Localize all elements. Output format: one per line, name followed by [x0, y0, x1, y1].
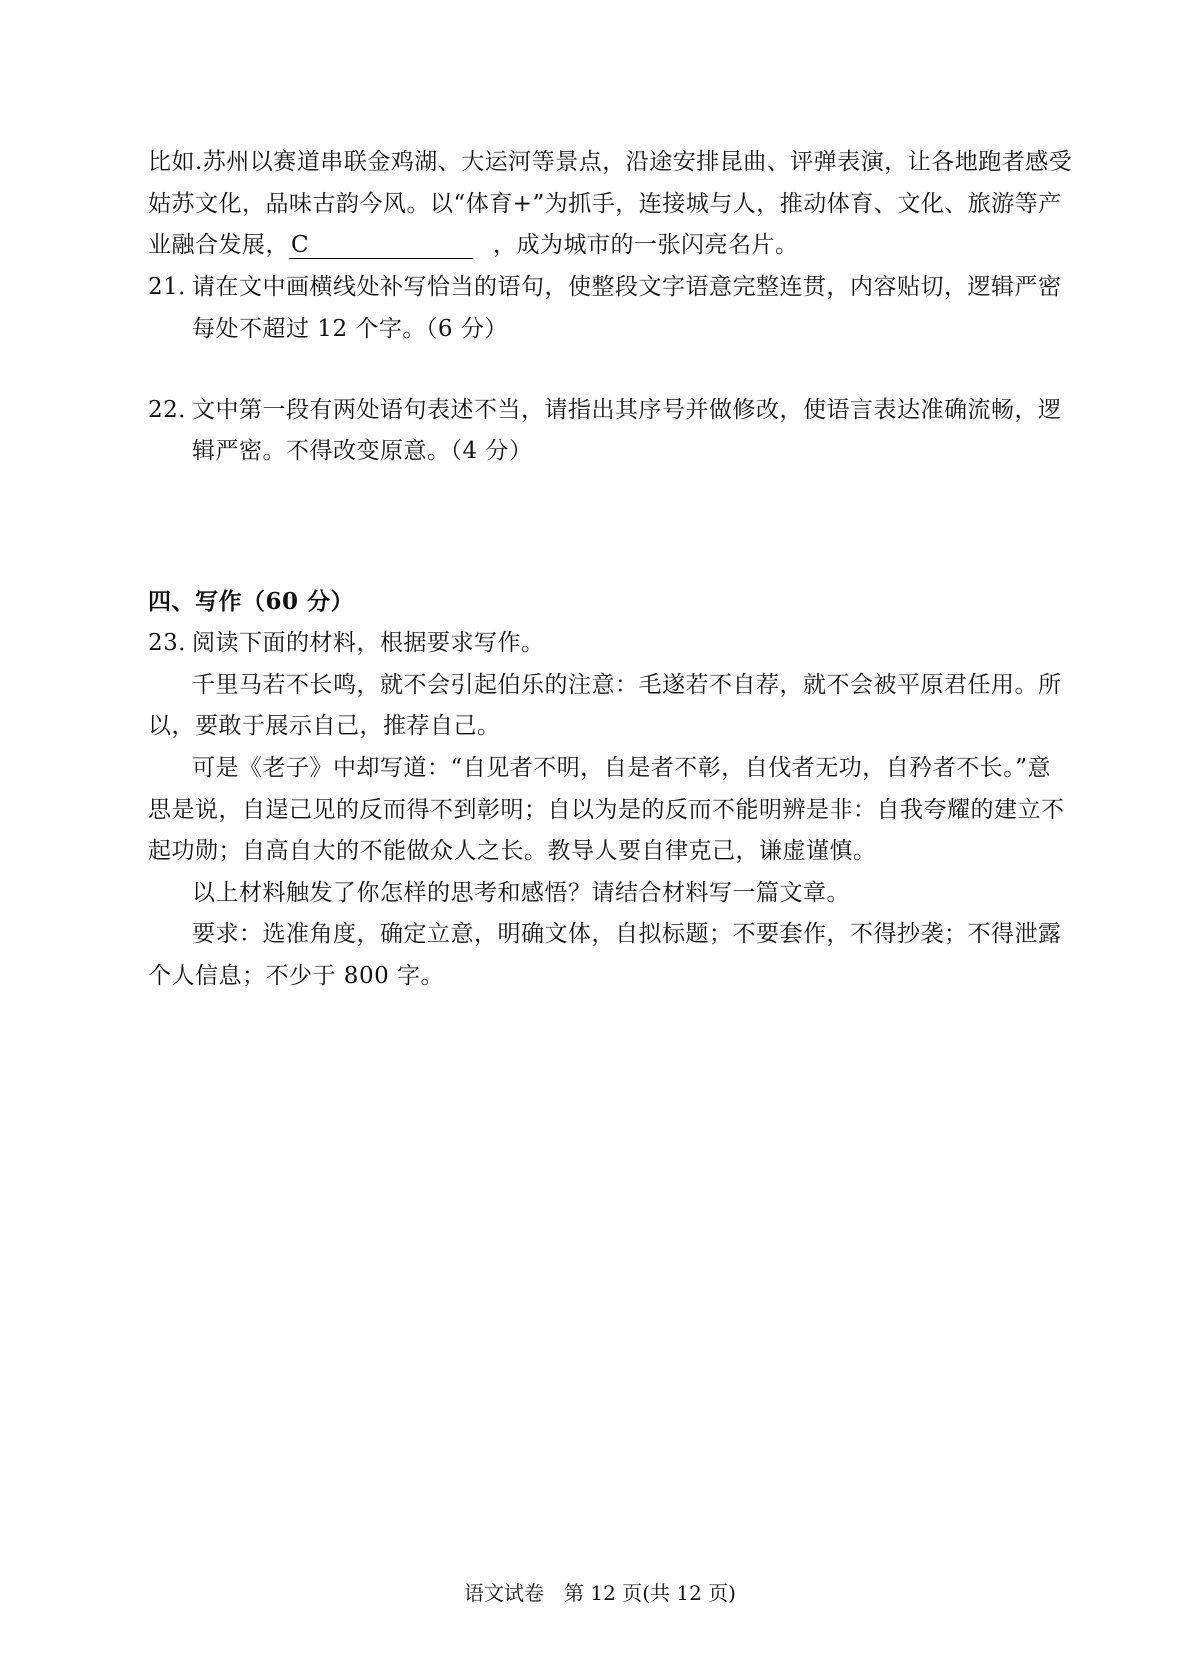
passage-line-3-prefix: 业融合发展， [148, 232, 289, 258]
question-21-number: 21． [148, 274, 202, 300]
question-21-line-1 [148, 272, 1062, 302]
passage-line-3 [148, 230, 799, 260]
q23-prompt: 以上材料触发了你怎样的思考和感悟？请结合材料写一篇文章。 [192, 880, 850, 906]
question-23-intro: 阅读下面的材料，根据要求写作。 [192, 630, 545, 656]
q23-material-2-line-3: 起功勋；自高自大的不能做众人之长。教导人要自律克己，谦虚谨慎。 [148, 838, 877, 864]
question-23-number: 23． [148, 630, 202, 656]
q23-material-2-line-1: 可是《老子》中却写道：“自见者不明，自是者不彰，自伐者无功，自矜者不长。”意 [192, 755, 1052, 781]
question-21-text-1: 请在文中画横线处补写恰当的语句，使整段文字语意完整连贯，内容贴切，逻辑严密 [192, 274, 1062, 300]
q23-material-1-line-1: 千里马若不长鸣，就不会引起伯乐的注意：毛遂若不自荐，就不会被平原君任用。所 [192, 672, 1062, 698]
page-footer: 语文试卷 第 12 页(共 12 页) [464, 1581, 736, 1605]
q23-material-1-line-2: 以，要敢于展示自己，推荐自己。 [148, 713, 501, 739]
section-4-heading: 四、写作（60 分） [148, 588, 355, 615]
answer-blank-c: C [289, 232, 473, 259]
q23-material-2-line-2: 思是说，自逞己见的反而得不到彰明；自以为是的反而不能明辨是非：自我夸耀的建立不 [148, 797, 1065, 823]
question-23-line-1 [148, 628, 545, 658]
passage-line-2: 姑苏文化，品味古韵今风。以“体育+”为抓手，连接城与人，推动体育、文化、旅游等产 [148, 191, 1062, 217]
q23-requirements-line-2: 个人信息；不少于 800 字。 [148, 963, 445, 989]
question-21-line-2: 每处不超过 12 个字。（6 分） [192, 316, 508, 342]
question-22-line-2: 辑严密。不得改变原意。（4 分） [192, 438, 533, 464]
question-22-number: 22． [148, 397, 202, 423]
passage-line-1: 比如.苏州以赛道串联金鸡湖、大运河等景点，沿途安排昆曲、评弹表演，让各地跑者感受 [148, 149, 1073, 175]
passage-line-3-suffix: ，成为城市的一张闪亮名片。 [493, 232, 799, 258]
question-22-text-1: 文中第一段有两处语句表述不当，请指出其序号并做修改，使语言表达准确流畅，逻 [192, 397, 1062, 423]
q23-requirements-line-1: 要求：选准角度，确定立意，明确文体，自拟标题；不要套作，不得抄袭；不得泄露 [192, 921, 1062, 947]
question-22-line-1 [148, 395, 1062, 425]
